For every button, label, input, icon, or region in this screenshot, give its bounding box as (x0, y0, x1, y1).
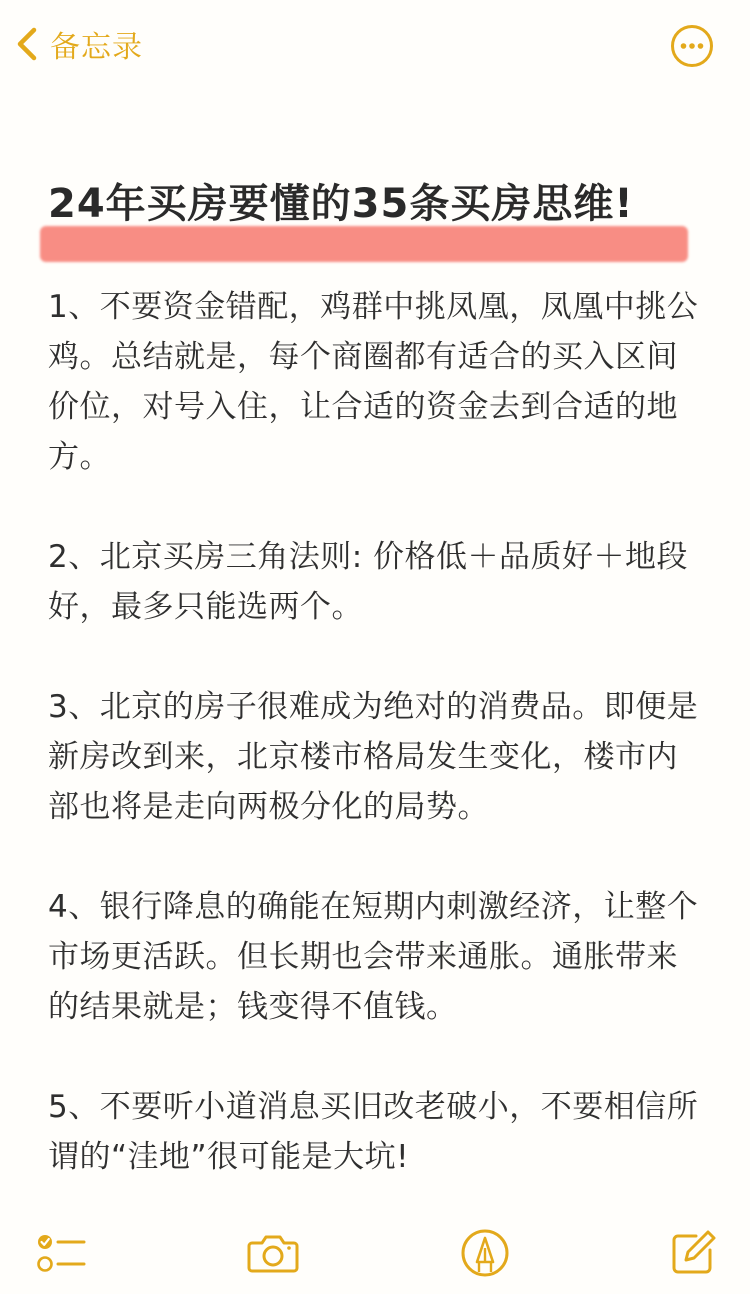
markup-button[interactable] (458, 1226, 512, 1280)
note-paragraph-4: 4、银行降息的确能在短期内刺激经济，让整个市场更活跃。但长期也会带来通胀。通胀带来的结果就是；钱变得不值钱。 (48, 889, 699, 1025)
more-options-button[interactable] (670, 24, 714, 68)
chevron-left-icon (14, 24, 42, 64)
back-button[interactable] (14, 22, 143, 66)
camera-button[interactable] (246, 1226, 300, 1280)
note-paragraph-2: 2、北京买房三角法则: 价格低＋品质好＋地段好，最多只能选两个。 (48, 539, 689, 625)
compose-icon (666, 1226, 720, 1280)
checklist-button[interactable] (34, 1226, 88, 1280)
bottom-toolbar (0, 1212, 750, 1294)
checklist-icon (34, 1226, 88, 1280)
compose-button[interactable] (666, 1226, 720, 1280)
navigation-bar (0, 0, 750, 90)
note-paragraph-5: 5、不要听小道消息买旧改老破小，不要相信所谓的“洼地”很可能是大坑! (48, 1089, 699, 1175)
note-title[interactable]: 24年买房要懂的35条买房思维! (48, 181, 634, 227)
title-highlight-stroke (40, 226, 688, 262)
camera-icon (246, 1226, 300, 1280)
note-paragraph-1: 1、不要资金错配，鸡群中挑凤凰，凤凰中挑公鸡。总结就是，每个商圈都有适合的买入区间价位，对号入住，让合适的资金去到合适的地方。 (48, 289, 699, 475)
ellipsis-circle-icon (670, 24, 714, 68)
back-label: 备忘录 (50, 30, 143, 65)
note-body[interactable] (48, 282, 708, 1182)
note-paragraph-3: 3、北京的房子很难成为绝对的消费品。即便是新房改到来，北京楼市格局发生变化，楼市内部也将是走向两极分化的局势。 (48, 689, 699, 825)
markup-icon (458, 1226, 512, 1280)
